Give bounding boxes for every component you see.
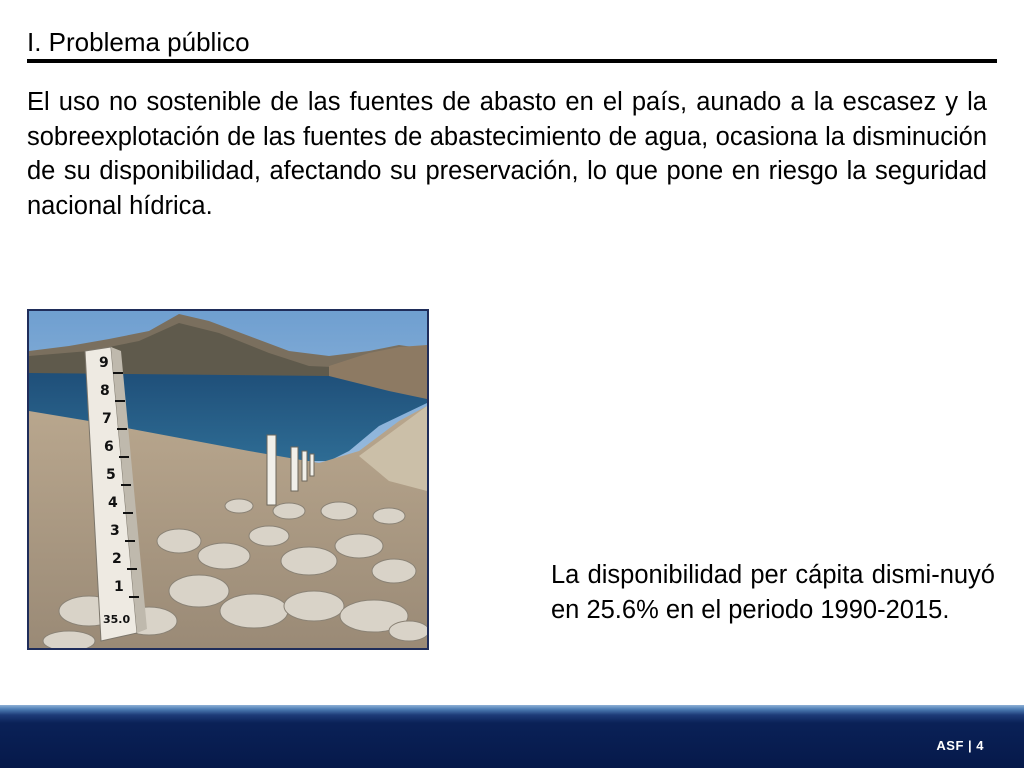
gauge-number: 1 bbox=[114, 579, 124, 595]
reservoir-photo bbox=[27, 309, 429, 650]
gauge-number: 8 bbox=[100, 383, 110, 399]
gauge-number: 3 bbox=[110, 523, 120, 539]
footer-bar bbox=[0, 705, 1024, 768]
gauge-number: 6 bbox=[104, 439, 114, 455]
gauge-number: 5 bbox=[106, 467, 116, 483]
gauge-number: 2 bbox=[112, 551, 122, 567]
gauge-number: 35.0 bbox=[103, 613, 131, 626]
slide-title: I. Problema público bbox=[27, 27, 250, 57]
footer-page-label: ASF | 4 bbox=[936, 738, 984, 753]
title-underline bbox=[27, 59, 997, 63]
gauge-number: 4 bbox=[108, 495, 118, 511]
statistic-text: La disponibilidad per cápita dismi-nuyó en 25.6% en el periodo 1990-2015. bbox=[551, 561, 995, 624]
gauge-number: 7 bbox=[102, 411, 112, 427]
gauge-number: 9 bbox=[99, 355, 109, 371]
lead-paragraph: El uso no sostenible de las fuentes de abasto en el país, aunado a la escasez y la sobreexplotación de las fuentes de abastecimiento de agua, ocasiona la disminución de su disponibilidad, afectando su preservación, lo que pone en riesgo la seguridad nacional hídrica. bbox=[27, 88, 987, 220]
